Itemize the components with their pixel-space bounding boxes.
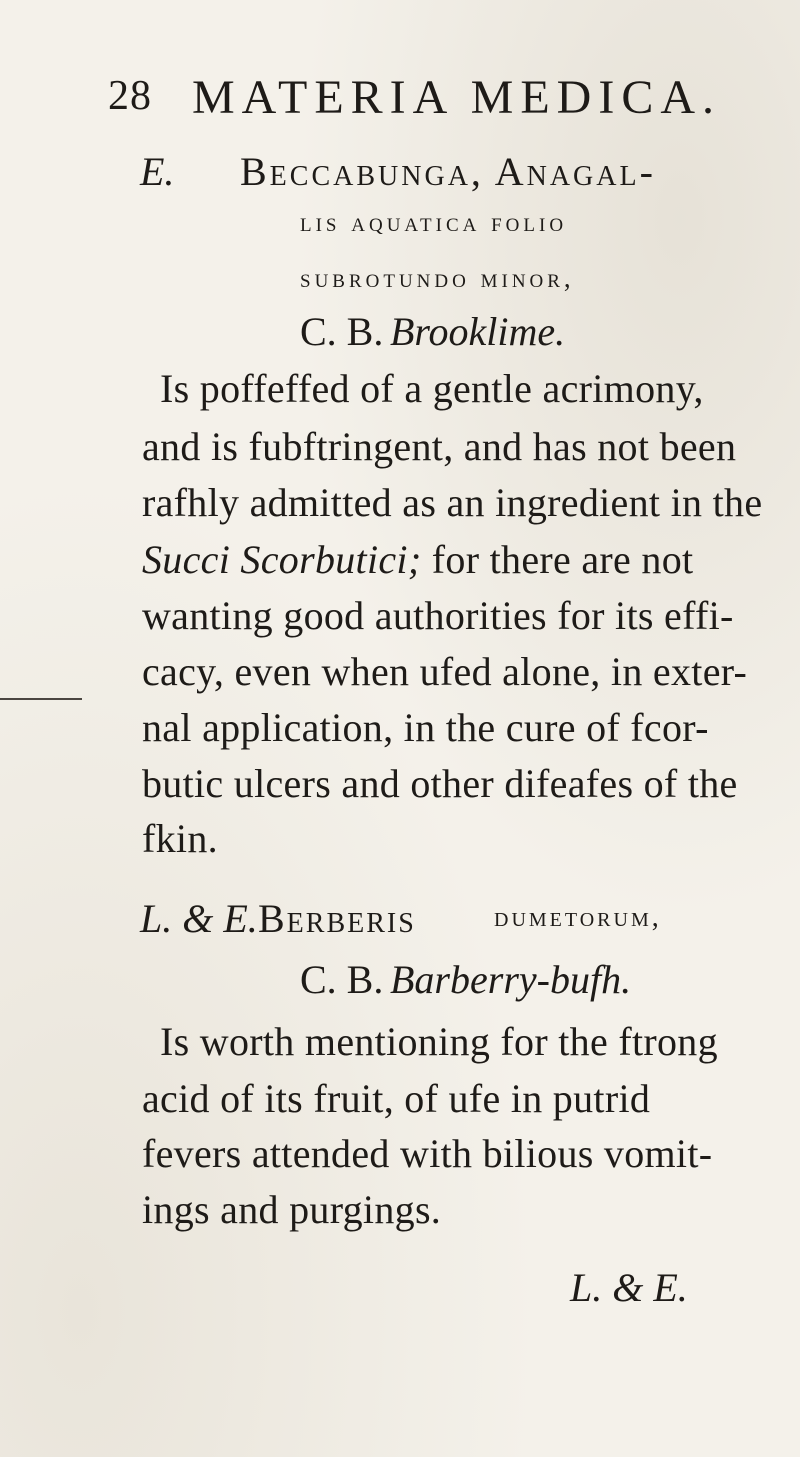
entry-common-name: Barberry-bufh. <box>390 957 632 1002</box>
entry-latin-name: Beccabunga, Anagal- <box>240 149 656 194</box>
body-line: butic ulcers and other difeafes of the <box>142 761 738 806</box>
body-line: Is poffeffed of a gentle acrimony, <box>160 366 704 411</box>
entry-latin-name-part2: dumetorum, <box>494 902 662 933</box>
entry-common-name: Brooklime. <box>390 309 566 354</box>
entry-latin-name-line3: subrotundo minor, <box>300 263 575 293</box>
body-line: rafhly admitted as an ingredient in the <box>142 480 763 525</box>
entry-pharmacopoeia-tag: L. & E. <box>140 896 258 941</box>
italic-phrase: Succi Scorbutici; <box>142 537 422 582</box>
entry-authority: C. B. <box>300 957 384 1002</box>
body-line <box>142 536 693 583</box>
body-line: cacy, even when ufed alone, in exter- <box>142 649 748 694</box>
body-line: wanting good authorities for its effi- <box>142 593 734 638</box>
body-line-rest: for there are not <box>431 537 694 582</box>
body-line: and is fubftringent, and has not been <box>142 424 737 469</box>
body-line: acid of its fruit, of ufe in putrid <box>142 1076 651 1121</box>
entry-pharmacopoeia-tag: E. <box>140 149 175 194</box>
body-line: ings and purgings. <box>142 1187 442 1232</box>
body-line: fkin. <box>142 816 218 861</box>
running-title: MATERIA MEDICA. <box>192 71 722 124</box>
entry-authority: C. B. <box>300 309 384 354</box>
body-line: nal application, in the cure of fcor- <box>142 705 709 750</box>
entry-latin-name: Berberis <box>258 896 416 941</box>
margin-rule <box>0 698 82 700</box>
entry-latin-name-line2: lis aquatica folio <box>300 207 568 237</box>
body-line: Is worth mentioning for the ftrong <box>160 1019 718 1064</box>
page-number: 28 <box>108 73 152 119</box>
body-line: fevers attended with bilious vomit- <box>142 1131 713 1176</box>
catchword: L. & E. <box>570 1265 688 1310</box>
